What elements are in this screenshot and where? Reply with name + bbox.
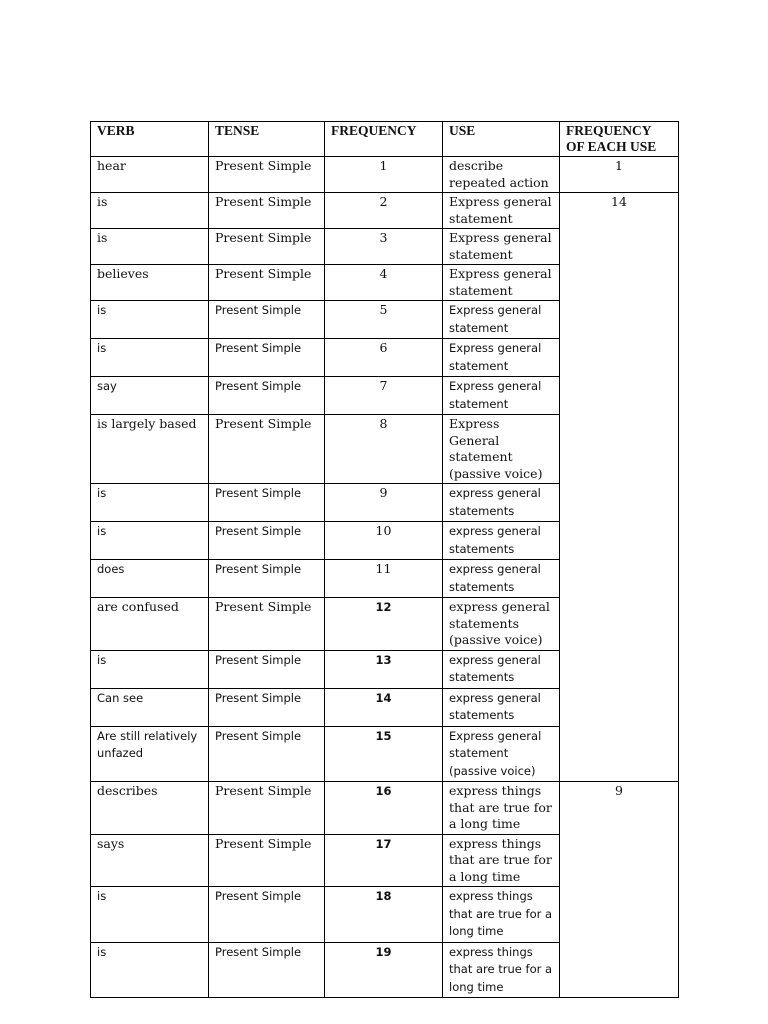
cell-tense: Present Simple xyxy=(209,688,325,726)
cell-use: express general statements xyxy=(443,484,560,522)
cell-use: express general statements (passive voice) xyxy=(443,598,560,651)
table-row xyxy=(91,157,679,193)
cell-use: Express general statement xyxy=(443,193,560,229)
cell-tense: Present Simple xyxy=(209,522,325,560)
cell-use-frequency: 9 xyxy=(560,782,679,998)
cell-frequency: 7 xyxy=(325,377,443,415)
cell-use: express general statements xyxy=(443,522,560,560)
cell-frequency: 15 xyxy=(325,726,443,782)
cell-tense: Present Simple xyxy=(209,726,325,782)
cell-verb: is xyxy=(91,301,209,339)
verb-usage-table xyxy=(90,121,679,998)
cell-frequency: 1 xyxy=(325,157,443,193)
cell-tense: Present Simple xyxy=(209,301,325,339)
cell-frequency: 4 xyxy=(325,265,443,301)
cell-verb: is xyxy=(91,650,209,688)
cell-use: Express general statement xyxy=(443,229,560,265)
cell-tense: Present Simple xyxy=(209,265,325,301)
cell-tense: Present Simple xyxy=(209,942,325,998)
table-row xyxy=(91,193,679,229)
cell-verb: is xyxy=(91,339,209,377)
cell-frequency: 5 xyxy=(325,301,443,339)
cell-frequency: 10 xyxy=(325,522,443,560)
cell-tense: Present Simple xyxy=(209,598,325,651)
cell-verb: does xyxy=(91,560,209,598)
cell-verb: hear xyxy=(91,157,209,193)
cell-frequency: 16 xyxy=(325,782,443,835)
cell-use: express things that are true for a long time xyxy=(443,942,560,998)
cell-use: express things that are true for a long time xyxy=(443,782,560,835)
cell-use: Express general statement xyxy=(443,377,560,415)
cell-use-frequency: 1 xyxy=(560,157,679,193)
cell-verb: is xyxy=(91,942,209,998)
cell-use: express general statements xyxy=(443,560,560,598)
cell-tense: Present Simple xyxy=(209,650,325,688)
cell-verb: describes xyxy=(91,782,209,835)
cell-use: express things that are true for a long time xyxy=(443,887,560,943)
cell-tense: Present Simple xyxy=(209,560,325,598)
cell-verb: is xyxy=(91,193,209,229)
cell-frequency: 14 xyxy=(325,688,443,726)
cell-use-frequency: 14 xyxy=(560,193,679,782)
cell-verb: Can see xyxy=(91,688,209,726)
cell-use: express general statements xyxy=(443,688,560,726)
header-use: USE xyxy=(443,122,560,157)
table-header-row xyxy=(91,122,679,157)
cell-verb: is xyxy=(91,522,209,560)
cell-use: Express general statement xyxy=(443,301,560,339)
header-frequency: FREQUENCY xyxy=(325,122,443,157)
cell-frequency: 9 xyxy=(325,484,443,522)
cell-use: Express general statement xyxy=(443,339,560,377)
header-frequency-of-each-use: FREQUENCY OF EACH USE xyxy=(560,122,679,157)
cell-frequency: 8 xyxy=(325,415,443,484)
cell-tense: Present Simple xyxy=(209,229,325,265)
cell-verb: is xyxy=(91,484,209,522)
cell-tense: Present Simple xyxy=(209,339,325,377)
cell-use: Express general statement (passive voice) xyxy=(443,726,560,782)
cell-tense: Present Simple xyxy=(209,782,325,835)
cell-verb: are confused xyxy=(91,598,209,651)
cell-tense: Present Simple xyxy=(209,834,325,887)
cell-use: express general statements xyxy=(443,650,560,688)
cell-verb: is largely based xyxy=(91,415,209,484)
cell-verb: says xyxy=(91,834,209,887)
cell-use: describe repeated action xyxy=(443,157,560,193)
cell-tense: Present Simple xyxy=(209,157,325,193)
cell-tense: Present Simple xyxy=(209,377,325,415)
cell-use: Express General statement (passive voice) xyxy=(443,415,560,484)
cell-verb: is xyxy=(91,229,209,265)
cell-tense: Present Simple xyxy=(209,484,325,522)
cell-frequency: 18 xyxy=(325,887,443,943)
cell-frequency: 2 xyxy=(325,193,443,229)
cell-tense: Present Simple xyxy=(209,415,325,484)
cell-verb: Are still relatively unfazed xyxy=(91,726,209,782)
cell-verb: is xyxy=(91,887,209,943)
cell-frequency: 19 xyxy=(325,942,443,998)
cell-use: Express general statement xyxy=(443,265,560,301)
table-row xyxy=(91,782,679,835)
cell-frequency: 13 xyxy=(325,650,443,688)
cell-frequency: 11 xyxy=(325,560,443,598)
cell-verb: believes xyxy=(91,265,209,301)
header-verb: VERB xyxy=(91,122,209,157)
cell-verb: say xyxy=(91,377,209,415)
cell-tense: Present Simple xyxy=(209,887,325,943)
cell-frequency: 12 xyxy=(325,598,443,651)
header-tense: TENSE xyxy=(209,122,325,157)
cell-frequency: 3 xyxy=(325,229,443,265)
cell-tense: Present Simple xyxy=(209,193,325,229)
cell-frequency: 17 xyxy=(325,834,443,887)
cell-frequency: 6 xyxy=(325,339,443,377)
cell-use: express things that are true for a long time xyxy=(443,834,560,887)
